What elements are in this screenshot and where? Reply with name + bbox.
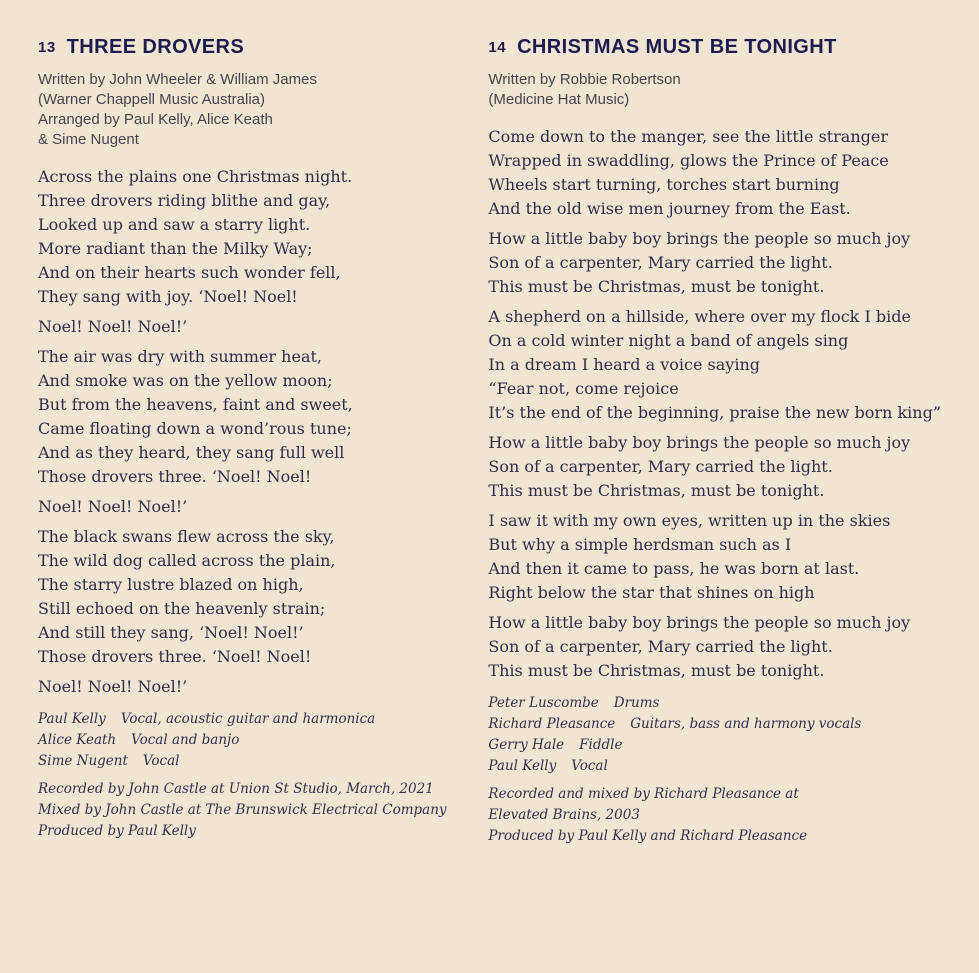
lyric-line: Noel! Noel! Noel!’ <box>38 317 188 336</box>
musician-credit-row <box>488 735 941 756</box>
lyric-line: The black swans flew across the sky, <box>38 527 335 546</box>
musician-credit-row <box>488 693 941 714</box>
writing-credit-line: & Sime Nugent <box>38 131 139 148</box>
writing-credit-line: Written by Robbie Robertson <box>488 71 681 88</box>
writing-credit-line: Arranged by Paul Kelly, Alice Keath <box>38 111 273 128</box>
lyric-line: And still they sang, ‘Noel! Noel!’ <box>38 623 304 642</box>
musician-credit-row <box>38 730 460 751</box>
track-14-musician-credits <box>488 693 941 777</box>
musician-name: Paul Kelly <box>488 758 557 774</box>
musician-credit-row <box>488 714 941 735</box>
lyric-line: But from the heavens, faint and sweet, <box>38 395 353 414</box>
lyric-line: In a dream I heard a voice saying <box>488 355 760 374</box>
lyric-line: How a little baby boy brings the people so much joy <box>488 229 911 248</box>
lyric-line: And as they heard, they sang full well <box>38 443 345 462</box>
lyric-line: I saw it with my own eyes, written up in the skies <box>488 511 891 530</box>
lyric-line: Came floating down a wond’rous tune; <box>38 419 352 438</box>
musician-role: Vocal <box>571 758 608 774</box>
lyric-line: How a little baby boy brings the people so much joy <box>488 613 911 632</box>
lyric-line: But why a simple herdsman such as I <box>488 535 792 554</box>
production-credit-line: Produced by Paul Kelly <box>38 823 196 839</box>
production-credit-line: Produced by Paul Kelly and Richard Pleasance <box>488 828 808 844</box>
lyric-line: They sang with joy. ‘Noel! Noel! <box>38 287 298 306</box>
lyric-line: This must be Christmas, must be tonight. <box>488 277 825 296</box>
lyric-line: Those drovers three. ‘Noel! Noel! <box>38 467 312 486</box>
writing-credit-line: Written by John Wheeler & William James <box>38 71 317 88</box>
production-credit-line: Mixed by John Castle at The Brunswick Electrical Company <box>38 802 447 818</box>
lyric-line: Those drovers three. ‘Noel! Noel! <box>38 647 312 666</box>
two-column-layout <box>38 36 941 847</box>
lyric-line: More radiant than the Milky Way; <box>38 239 313 258</box>
lyric-line: How a little baby boy brings the people so much joy <box>488 433 911 452</box>
lyric-line: Son of a carpenter, Mary carried the light. <box>488 637 833 656</box>
track-13-writing-credits <box>38 70 460 150</box>
lyric-line: The air was dry with summer heat, <box>38 347 322 366</box>
lyric-stanza <box>38 345 460 489</box>
track-14-section <box>488 36 941 847</box>
musician-name: Richard Pleasance <box>488 716 616 732</box>
musician-name: Alice Keath <box>38 732 117 748</box>
lyric-line: Across the plains one Christmas night. <box>38 167 353 186</box>
lyric-stanza <box>488 431 941 503</box>
track-14-number: 14 <box>488 39 507 56</box>
lyric-line: Wrapped in swaddling, glows the Prince of Peace <box>488 151 889 170</box>
lyric-stanza <box>488 305 941 425</box>
production-credit-line: Recorded and mixed by Richard Pleasance at <box>488 786 799 802</box>
track-14-writing-credits <box>488 70 941 110</box>
production-credit-line: Elevated Brains, 2003 <box>488 807 640 823</box>
lyric-line: This must be Christmas, must be tonight. <box>488 661 825 680</box>
track-13-number: 13 <box>38 39 56 56</box>
lyric-line: Three drovers riding blithe and gay, <box>38 191 331 210</box>
track-14-title <box>488 36 941 60</box>
lyric-stanza <box>38 675 460 699</box>
track-14-production-credits <box>488 784 941 847</box>
lyric-line: This must be Christmas, must be tonight. <box>488 481 825 500</box>
musician-role: Vocal and banjo <box>131 732 240 748</box>
track-13-section <box>38 36 488 842</box>
lyric-line: And the old wise men journey from the East. <box>488 199 851 218</box>
lyric-stanza <box>38 165 460 309</box>
lyric-line: The wild dog called across the plain, <box>38 551 336 570</box>
lyric-line: “Fear not, come rejoice <box>488 379 679 398</box>
musician-credit-row <box>38 709 460 730</box>
musician-name: Paul Kelly <box>38 711 106 727</box>
writing-credit-line: (Warner Chappell Music Australia) <box>38 91 266 108</box>
track-13-production-credits <box>38 779 460 842</box>
lyric-line: Son of a carpenter, Mary carried the light. <box>488 457 833 476</box>
lyric-line: The starry lustre blazed on high, <box>38 575 304 594</box>
lyric-stanza <box>488 227 941 299</box>
lyric-line: Still echoed on the heavenly strain; <box>38 599 326 618</box>
lyric-stanza <box>488 125 941 221</box>
lyric-line: Looked up and saw a starry light. <box>38 215 311 234</box>
lyric-stanza <box>38 315 460 339</box>
musician-role: Drums <box>613 695 660 711</box>
musician-name: Gerry Hale <box>488 737 565 753</box>
track-13-musician-credits <box>38 709 460 772</box>
lyric-stanza <box>38 525 460 669</box>
lyric-line: Noel! Noel! Noel!’ <box>38 497 188 516</box>
musician-role: Vocal, acoustic guitar and harmonica <box>120 711 376 727</box>
musician-name: Sime Nugent <box>38 753 128 769</box>
lyric-line: On a cold winter night a band of angels sing <box>488 331 849 350</box>
lyric-line: And on their hearts such wonder fell, <box>38 263 341 282</box>
track-14-name: CHRISTMAS MUST BE TONIGHT <box>517 36 837 58</box>
lyric-line: Son of a carpenter, Mary carried the light. <box>488 253 833 272</box>
lyric-line: Come down to the manger, see the little stranger <box>488 127 888 146</box>
lyric-stanza <box>38 495 460 519</box>
track-13-title <box>38 36 460 60</box>
track-13-name: THREE DROVERS <box>66 36 245 58</box>
lyric-line: Right below the star that shines on high <box>488 583 815 602</box>
lyric-line: A shepherd on a hillside, where over my flock I bide <box>488 307 911 326</box>
track-13-lyrics <box>38 165 460 699</box>
writing-credit-line: (Medicine Hat Music) <box>488 91 630 108</box>
lyric-line: Noel! Noel! Noel!’ <box>38 677 188 696</box>
lyric-stanza <box>488 509 941 605</box>
musician-role: Fiddle <box>579 737 623 753</box>
musician-role: Vocal <box>142 753 180 769</box>
lyric-line: And smoke was on the yellow moon; <box>38 371 333 390</box>
musician-role: Guitars, bass and harmony vocals <box>630 716 862 732</box>
musician-credit-row <box>38 751 460 772</box>
lyric-line: It’s the end of the beginning, praise the new born king” <box>488 403 941 422</box>
musician-name: Peter Luscombe <box>488 695 599 711</box>
lyric-line: And then it came to pass, he was born at last. <box>488 559 860 578</box>
lyric-stanza <box>488 611 941 683</box>
track-14-lyrics <box>488 125 941 683</box>
musician-credit-row <box>488 756 941 777</box>
production-credit-line: Recorded by John Castle at Union St Studio, March, 2021 <box>38 781 434 797</box>
lyric-line: Wheels start turning, torches start burning <box>488 175 840 194</box>
